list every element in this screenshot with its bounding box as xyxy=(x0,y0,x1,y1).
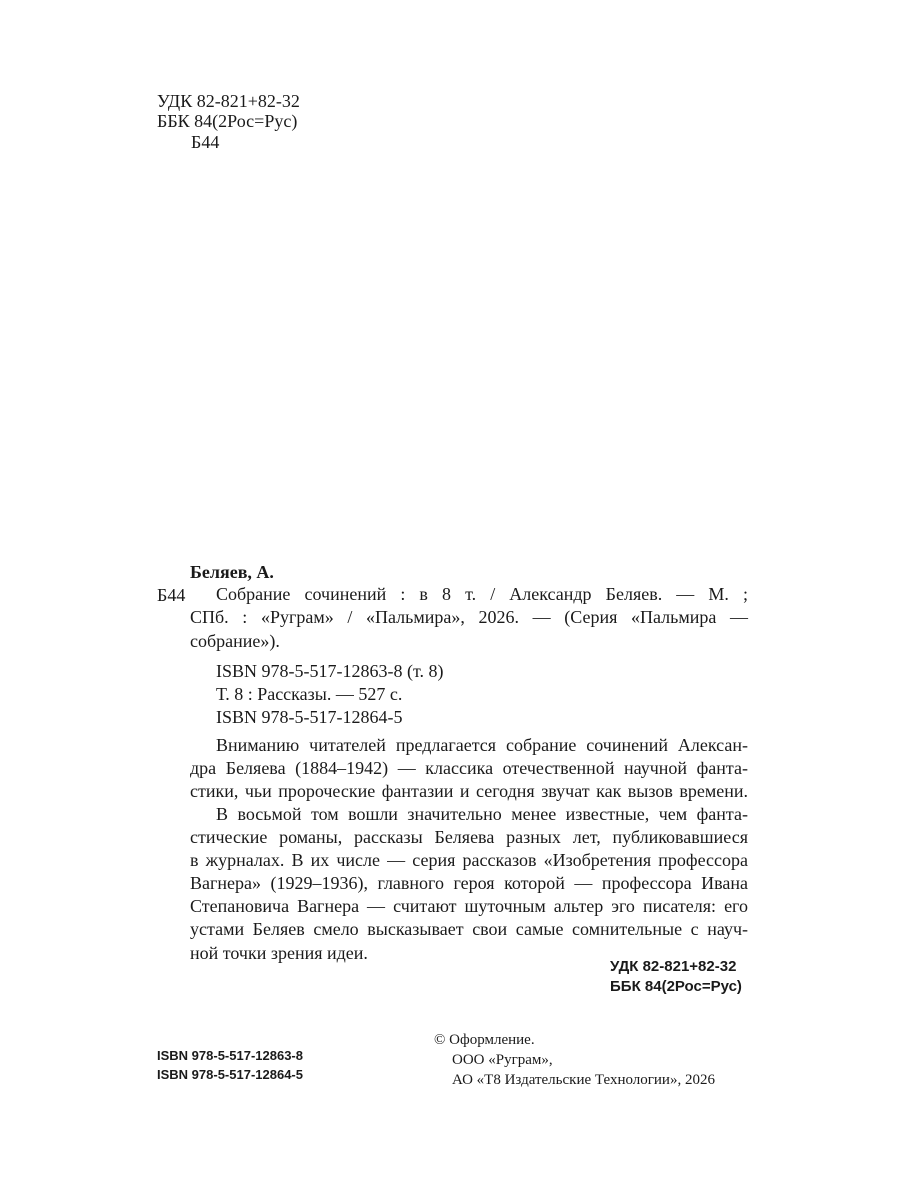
annotation-line: Вниманию читателей предлагается собрание сочинений Алексан- xyxy=(216,735,748,755)
description-line: СПб. : «Руграм» / «Пальмира», 2026. — (Серия «Пальмира — xyxy=(190,607,748,627)
isbn-volume: ISBN 978-5-517-12863-8 (т. 8) xyxy=(216,661,444,681)
annotation-line: в журналах. В их числе — серия рассказов «Изобретения профессора xyxy=(190,850,748,870)
annotation-line: стики, чьи пророческие фантазии и сегодня звучат как вызов времени. xyxy=(190,781,748,801)
annotation-line: стические романы, рассказы Беляева разных лет, публиковавшиеся xyxy=(190,827,748,847)
annotation-line: Вагнера» (1929–1936), главного героя которой — профессора Ивана xyxy=(190,873,748,893)
udk-top: УДК 82-821+82-32 xyxy=(157,91,300,111)
author-mark-top: Б44 xyxy=(191,132,220,152)
isbn-2: ISBN 978-5-517-12864-5 xyxy=(157,1067,303,1082)
annotation-line: ной точки зрения идеи. xyxy=(190,943,368,963)
annotation-line: Степановича Вагнера — считают шуточным альтер эго писателя: его xyxy=(190,896,748,916)
annotation-line: устами Беляев смело высказывает свои самые сомнительные с науч- xyxy=(190,919,748,939)
copyright-line: ООО «Руграм», xyxy=(452,1052,553,1068)
annotation-line: дра Беляева (1884–1942) — классика отечественной научной фанта- xyxy=(190,758,748,778)
isbn-1: ISBN 978-5-517-12863-8 xyxy=(157,1048,303,1063)
author-mark: Б44 xyxy=(157,585,186,605)
description-line: собрание»). xyxy=(190,631,280,651)
udk-bottom: УДК 82-821+82-32 xyxy=(610,958,737,975)
annotation-line: В восьмой том вошли значительно менее известные, чем фанта- xyxy=(216,804,748,824)
description-line: Собрание сочинений : в 8 т. / Александр Беляев. — М. ; xyxy=(216,584,748,604)
copyright-line: АО «Т8 Издательские Технологии», 2026 xyxy=(452,1072,715,1088)
bbk-bottom: ББК 84(2Рос=Рус) xyxy=(610,978,742,995)
isbn-set: ISBN 978-5-517-12864-5 xyxy=(216,707,403,727)
volume-info: Т. 8 : Рассказы. — 527 с. xyxy=(216,684,403,704)
bbk-top: ББК 84(2Рос=Рус) xyxy=(157,111,298,131)
author-heading: Беляев, А. xyxy=(190,562,274,582)
copyright-line: © Оформление. xyxy=(434,1032,535,1048)
